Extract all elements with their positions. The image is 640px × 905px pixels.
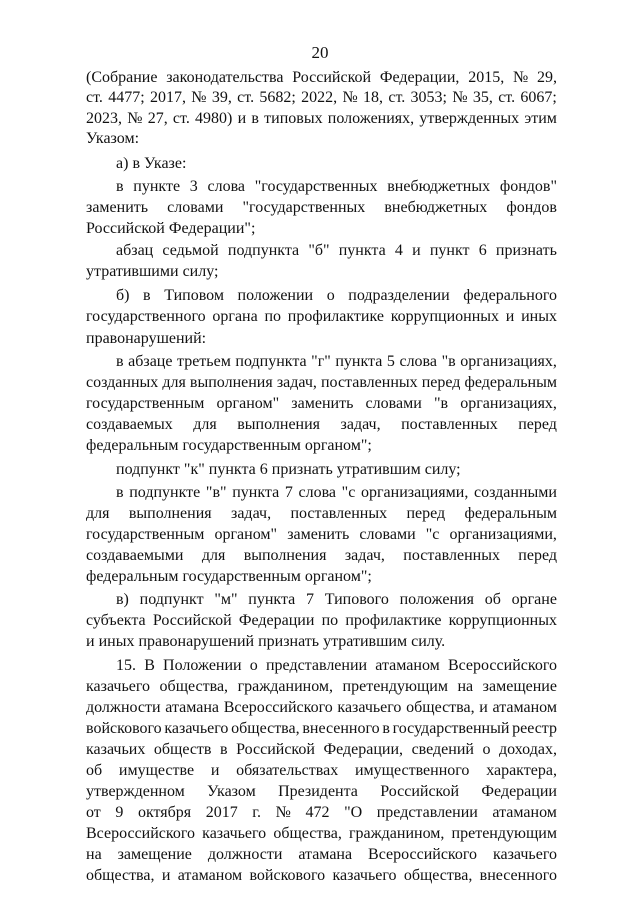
text-line xyxy=(86,219,255,239)
word: организациями, xyxy=(360,484,469,501)
word: выполнения xyxy=(237,416,321,433)
word: войскового xyxy=(86,720,162,737)
word: созданными xyxy=(474,484,557,501)
word: Всероссийского xyxy=(447,657,557,674)
word: пункт xyxy=(429,242,470,259)
word: "в xyxy=(433,395,449,412)
word: Российской xyxy=(236,741,315,758)
word: и xyxy=(412,242,421,259)
word: № xyxy=(452,89,468,106)
text-line xyxy=(116,656,557,676)
word: поставленных xyxy=(290,505,388,522)
word: Федерации, xyxy=(323,741,404,758)
word: должности xyxy=(207,846,283,863)
word: общества, xyxy=(231,720,300,737)
word: подпункт xyxy=(139,591,204,608)
word: 29, xyxy=(536,69,557,86)
word: иных xyxy=(521,308,557,325)
text-line xyxy=(86,436,372,456)
word: казачьего xyxy=(332,867,397,884)
word: имущественного xyxy=(354,762,470,779)
word: перед xyxy=(421,374,461,391)
word: законодательства xyxy=(166,69,284,86)
text-line xyxy=(86,611,557,631)
word: Федерации xyxy=(238,612,315,629)
word: утвержденном xyxy=(86,783,185,800)
word: федеральным xyxy=(464,374,557,391)
word: № xyxy=(127,110,143,127)
word: Российской xyxy=(380,783,460,800)
word: заменить xyxy=(86,199,149,216)
word: подразделении xyxy=(348,287,450,304)
word: выполнения xyxy=(243,547,327,564)
word: органом"; xyxy=(304,568,372,585)
text-line xyxy=(86,866,557,886)
word: внебюджетных xyxy=(387,178,491,195)
word: сведений xyxy=(411,741,474,758)
word: подпункт xyxy=(116,461,180,478)
word: представлении xyxy=(265,657,368,674)
word: казачьего xyxy=(337,699,402,716)
word: № xyxy=(191,89,207,106)
word: государственным xyxy=(86,395,205,412)
word: а) xyxy=(116,155,129,172)
word: 9 xyxy=(115,804,124,821)
word: утратившими xyxy=(86,263,179,280)
word: ст. xyxy=(172,110,190,127)
word: "м" xyxy=(214,591,238,608)
word: реестр xyxy=(512,720,557,737)
word: б) xyxy=(116,287,130,304)
text-line xyxy=(116,177,557,197)
word: гражданином, xyxy=(237,678,334,695)
word: внебюджетных xyxy=(384,199,488,216)
word: казачьего xyxy=(492,846,557,863)
word: Всероссийского xyxy=(368,846,478,863)
word: иных xyxy=(98,633,135,650)
word: на xyxy=(86,846,102,863)
word: подпункта xyxy=(227,242,300,259)
text-line xyxy=(116,352,557,372)
word: казачьего xyxy=(86,678,151,695)
word: положениях, xyxy=(327,110,415,127)
word: 7 xyxy=(305,591,314,608)
word: государственным xyxy=(86,526,205,543)
word: пункта xyxy=(248,591,296,608)
word: субъекта xyxy=(86,612,146,629)
text-line xyxy=(116,154,186,174)
word: 27, xyxy=(147,110,168,127)
word: 6067; xyxy=(520,89,557,106)
word: 4477; xyxy=(108,89,145,106)
word: (Собрание xyxy=(86,69,158,86)
word: государственным xyxy=(182,568,301,585)
word: созданных xyxy=(86,374,159,391)
word: правонарушений xyxy=(138,633,255,650)
word: доходах, xyxy=(499,741,557,758)
text-line xyxy=(86,632,445,652)
word: профилактике xyxy=(345,612,442,629)
page-number: 20 xyxy=(311,43,329,62)
word: Федерации xyxy=(481,783,557,800)
text-line xyxy=(86,129,139,149)
word: государственного xyxy=(86,308,206,325)
word: обязательствах xyxy=(236,762,339,779)
word: и xyxy=(86,633,95,650)
word: силу; xyxy=(424,461,461,478)
word: "государственных xyxy=(254,178,378,195)
word: атаманом xyxy=(492,804,557,821)
word: 3 xyxy=(189,178,198,195)
word: атамана xyxy=(298,846,353,863)
word: 15. xyxy=(116,657,136,674)
word: 2017, xyxy=(149,89,186,106)
word: № xyxy=(342,89,358,106)
word: войскового xyxy=(249,867,326,884)
word: задач, xyxy=(231,505,272,522)
word: 6 xyxy=(259,461,268,478)
text-line xyxy=(86,546,557,566)
text-line xyxy=(86,782,557,802)
word: задач, xyxy=(276,374,317,391)
text-line xyxy=(86,698,557,718)
word: утратившим xyxy=(336,461,421,478)
word: Указом: xyxy=(86,130,140,147)
word: признать xyxy=(258,633,320,650)
word: замещение xyxy=(482,678,557,695)
word: организациях, xyxy=(460,395,557,412)
word: словами xyxy=(359,526,416,543)
word: словами xyxy=(365,395,422,412)
word: заменить xyxy=(291,395,354,412)
word: органа xyxy=(212,308,258,325)
word: федеральным xyxy=(86,437,179,454)
word: об xyxy=(86,762,103,779)
word: на xyxy=(457,678,474,695)
text-line xyxy=(86,567,372,587)
word: общества, xyxy=(86,867,155,884)
word: пункта xyxy=(232,484,280,501)
word: поставленных xyxy=(403,547,500,564)
word: должности xyxy=(86,699,161,716)
word: перед xyxy=(518,547,557,564)
word: "в" xyxy=(205,484,227,501)
text-line xyxy=(86,415,557,435)
text-line xyxy=(86,394,557,414)
word: признать xyxy=(271,461,333,478)
word: атаманом xyxy=(375,657,440,674)
word: общества, xyxy=(273,825,342,842)
word: ст. xyxy=(237,89,255,106)
word: федерального xyxy=(463,287,557,304)
word: коррупционных xyxy=(448,612,557,629)
word: ст. xyxy=(388,89,406,106)
text-line xyxy=(116,241,557,261)
word: в) xyxy=(116,591,129,608)
text-line xyxy=(116,286,557,306)
word: в xyxy=(143,287,151,304)
word: в xyxy=(116,178,124,195)
word: 2015, xyxy=(468,69,505,86)
word: словами xyxy=(167,199,224,216)
text-line xyxy=(86,845,557,865)
word: организациями, xyxy=(449,526,557,543)
word: 5682; xyxy=(259,89,296,106)
word: Российской xyxy=(292,69,372,86)
word: слова xyxy=(207,178,246,195)
word: ст. xyxy=(86,89,103,106)
word: "с xyxy=(341,484,356,501)
word: в xyxy=(116,484,124,501)
word: 2022, xyxy=(301,89,338,106)
word: Всероссийского xyxy=(86,825,196,842)
word: абзац xyxy=(116,242,154,259)
word: подпункта xyxy=(235,353,307,370)
word: третьем xyxy=(177,353,231,370)
word: атаманом xyxy=(492,699,557,716)
word: государственный xyxy=(392,720,510,737)
word: общества, xyxy=(159,678,229,695)
word: пункта xyxy=(335,353,383,370)
text-line xyxy=(116,590,557,610)
word: слова xyxy=(399,353,437,370)
word: Типовом xyxy=(164,287,224,304)
word: г. xyxy=(252,804,262,821)
text-line xyxy=(86,740,557,760)
word: органе xyxy=(511,591,557,608)
word: типовых xyxy=(264,110,323,127)
word: органом" xyxy=(216,395,280,412)
word: абзаце xyxy=(128,353,173,370)
word: и xyxy=(237,110,247,127)
word: о xyxy=(326,287,335,304)
word: 4 xyxy=(394,242,403,259)
word: 35, xyxy=(472,89,493,106)
word: обществ xyxy=(153,741,212,758)
text-line xyxy=(86,525,557,545)
text-line xyxy=(86,373,557,393)
word: для xyxy=(193,416,217,433)
word: "в xyxy=(441,353,456,370)
word: 472 xyxy=(305,804,330,821)
word: "к" xyxy=(183,461,205,478)
word: об xyxy=(484,591,501,608)
word: Федерации"; xyxy=(168,220,256,237)
text-line xyxy=(116,483,557,503)
word: федеральным xyxy=(464,505,557,522)
word: общества, xyxy=(406,699,475,716)
word: характера, xyxy=(486,762,557,779)
text-line xyxy=(86,262,218,282)
word: государственным xyxy=(182,437,301,454)
word: Указом xyxy=(207,783,256,800)
word: пункта xyxy=(338,242,386,259)
word: положения xyxy=(399,591,474,608)
word: силу. xyxy=(411,633,446,650)
word: этим xyxy=(524,110,557,127)
word: пункта xyxy=(208,461,256,478)
word: перед xyxy=(518,416,557,433)
word: признать xyxy=(495,242,557,259)
word: октября xyxy=(137,804,192,821)
word: в xyxy=(116,353,124,370)
text-line xyxy=(86,803,557,823)
word: "б" xyxy=(308,242,330,259)
word: 7 xyxy=(284,484,293,501)
word: поставленных xyxy=(320,374,418,391)
word: "О xyxy=(344,804,363,821)
word: слова xyxy=(298,484,337,501)
word: замещение xyxy=(117,846,192,863)
text-line xyxy=(86,198,557,218)
word: подпункте xyxy=(129,484,201,501)
word: 18, xyxy=(363,89,384,106)
word: в xyxy=(382,720,390,737)
word: и xyxy=(479,699,488,716)
text-line xyxy=(86,329,206,349)
word: № xyxy=(512,69,529,86)
word: в xyxy=(251,110,259,127)
word: претендующим xyxy=(451,825,557,842)
text-line xyxy=(86,504,557,524)
word: поставленных xyxy=(401,416,498,433)
word: казачьего xyxy=(202,825,267,842)
word: 5 xyxy=(386,353,395,370)
word: "с xyxy=(425,526,440,543)
word: представлении xyxy=(376,804,478,821)
word: В xyxy=(144,657,155,674)
word: 2023, xyxy=(86,110,122,127)
word: казачьих xyxy=(86,741,146,758)
word: о xyxy=(249,657,258,674)
word: Указе: xyxy=(144,155,187,172)
word: 3053; xyxy=(410,89,447,106)
word: по xyxy=(264,308,282,325)
word: Положении xyxy=(163,657,242,674)
word: и xyxy=(505,308,515,325)
word: задач, xyxy=(340,416,381,433)
word: пункте xyxy=(133,178,181,195)
word: претендующим xyxy=(342,678,448,695)
word: для xyxy=(162,374,186,391)
word: Федерации, xyxy=(379,69,460,86)
text-line xyxy=(86,109,557,129)
word: утратившим xyxy=(323,633,408,650)
word: фондов" xyxy=(499,178,557,195)
word: гражданином, xyxy=(348,825,445,842)
word: ст. xyxy=(498,89,516,106)
word: утвержденных xyxy=(419,110,520,127)
word: создаваемыми xyxy=(86,547,184,564)
word: для xyxy=(86,505,110,522)
word: создаваемых xyxy=(86,416,173,433)
text-line xyxy=(86,677,557,697)
word: "государственных xyxy=(242,199,366,216)
word: заменить xyxy=(287,526,350,543)
word: общества, xyxy=(403,867,473,884)
word: перед xyxy=(406,505,446,522)
text-line xyxy=(86,88,557,108)
word: коррупционных xyxy=(390,308,500,325)
word: правонарушений: xyxy=(86,330,207,347)
word: 39, xyxy=(211,89,232,106)
text-line xyxy=(116,460,461,480)
word: о xyxy=(482,741,491,758)
word: седьмой xyxy=(162,242,219,259)
word: "г" xyxy=(311,353,331,370)
word: органом" xyxy=(214,526,278,543)
word: в xyxy=(220,741,228,758)
word: силу; xyxy=(182,263,219,280)
text-line xyxy=(86,307,557,327)
word: для xyxy=(201,547,226,564)
word: от xyxy=(86,804,101,821)
text-line xyxy=(86,761,557,781)
word: Типового xyxy=(324,591,389,608)
text-line xyxy=(86,719,557,739)
word: профилактике xyxy=(287,308,384,325)
word: выполнения xyxy=(189,374,273,391)
word: внесенного xyxy=(302,720,380,737)
word: положении xyxy=(237,287,314,304)
word: органом"; xyxy=(304,437,372,454)
word: Президента xyxy=(278,783,358,800)
text-line xyxy=(86,824,557,844)
word: атамана xyxy=(165,699,220,716)
word: выполнения xyxy=(128,505,212,522)
word: № xyxy=(275,804,291,821)
word: Всероссийского xyxy=(223,699,333,716)
word: Российской xyxy=(152,612,232,629)
word: федеральным xyxy=(86,568,179,585)
word: и xyxy=(210,762,220,779)
word: 6 xyxy=(478,242,487,259)
word: имуществе xyxy=(118,762,195,779)
word: 4980) xyxy=(195,110,233,127)
word: внесенного xyxy=(479,867,557,884)
word: в xyxy=(132,155,140,172)
word: фондов xyxy=(506,199,557,216)
word: атаманом xyxy=(177,867,243,884)
word: организациях, xyxy=(460,353,557,370)
word: 2017 xyxy=(205,804,238,821)
text-line xyxy=(86,68,557,88)
word: Российской xyxy=(86,220,165,237)
word: и xyxy=(161,867,171,884)
word: казачьего xyxy=(164,720,229,737)
word: задач, xyxy=(344,547,385,564)
word: по xyxy=(321,612,339,629)
